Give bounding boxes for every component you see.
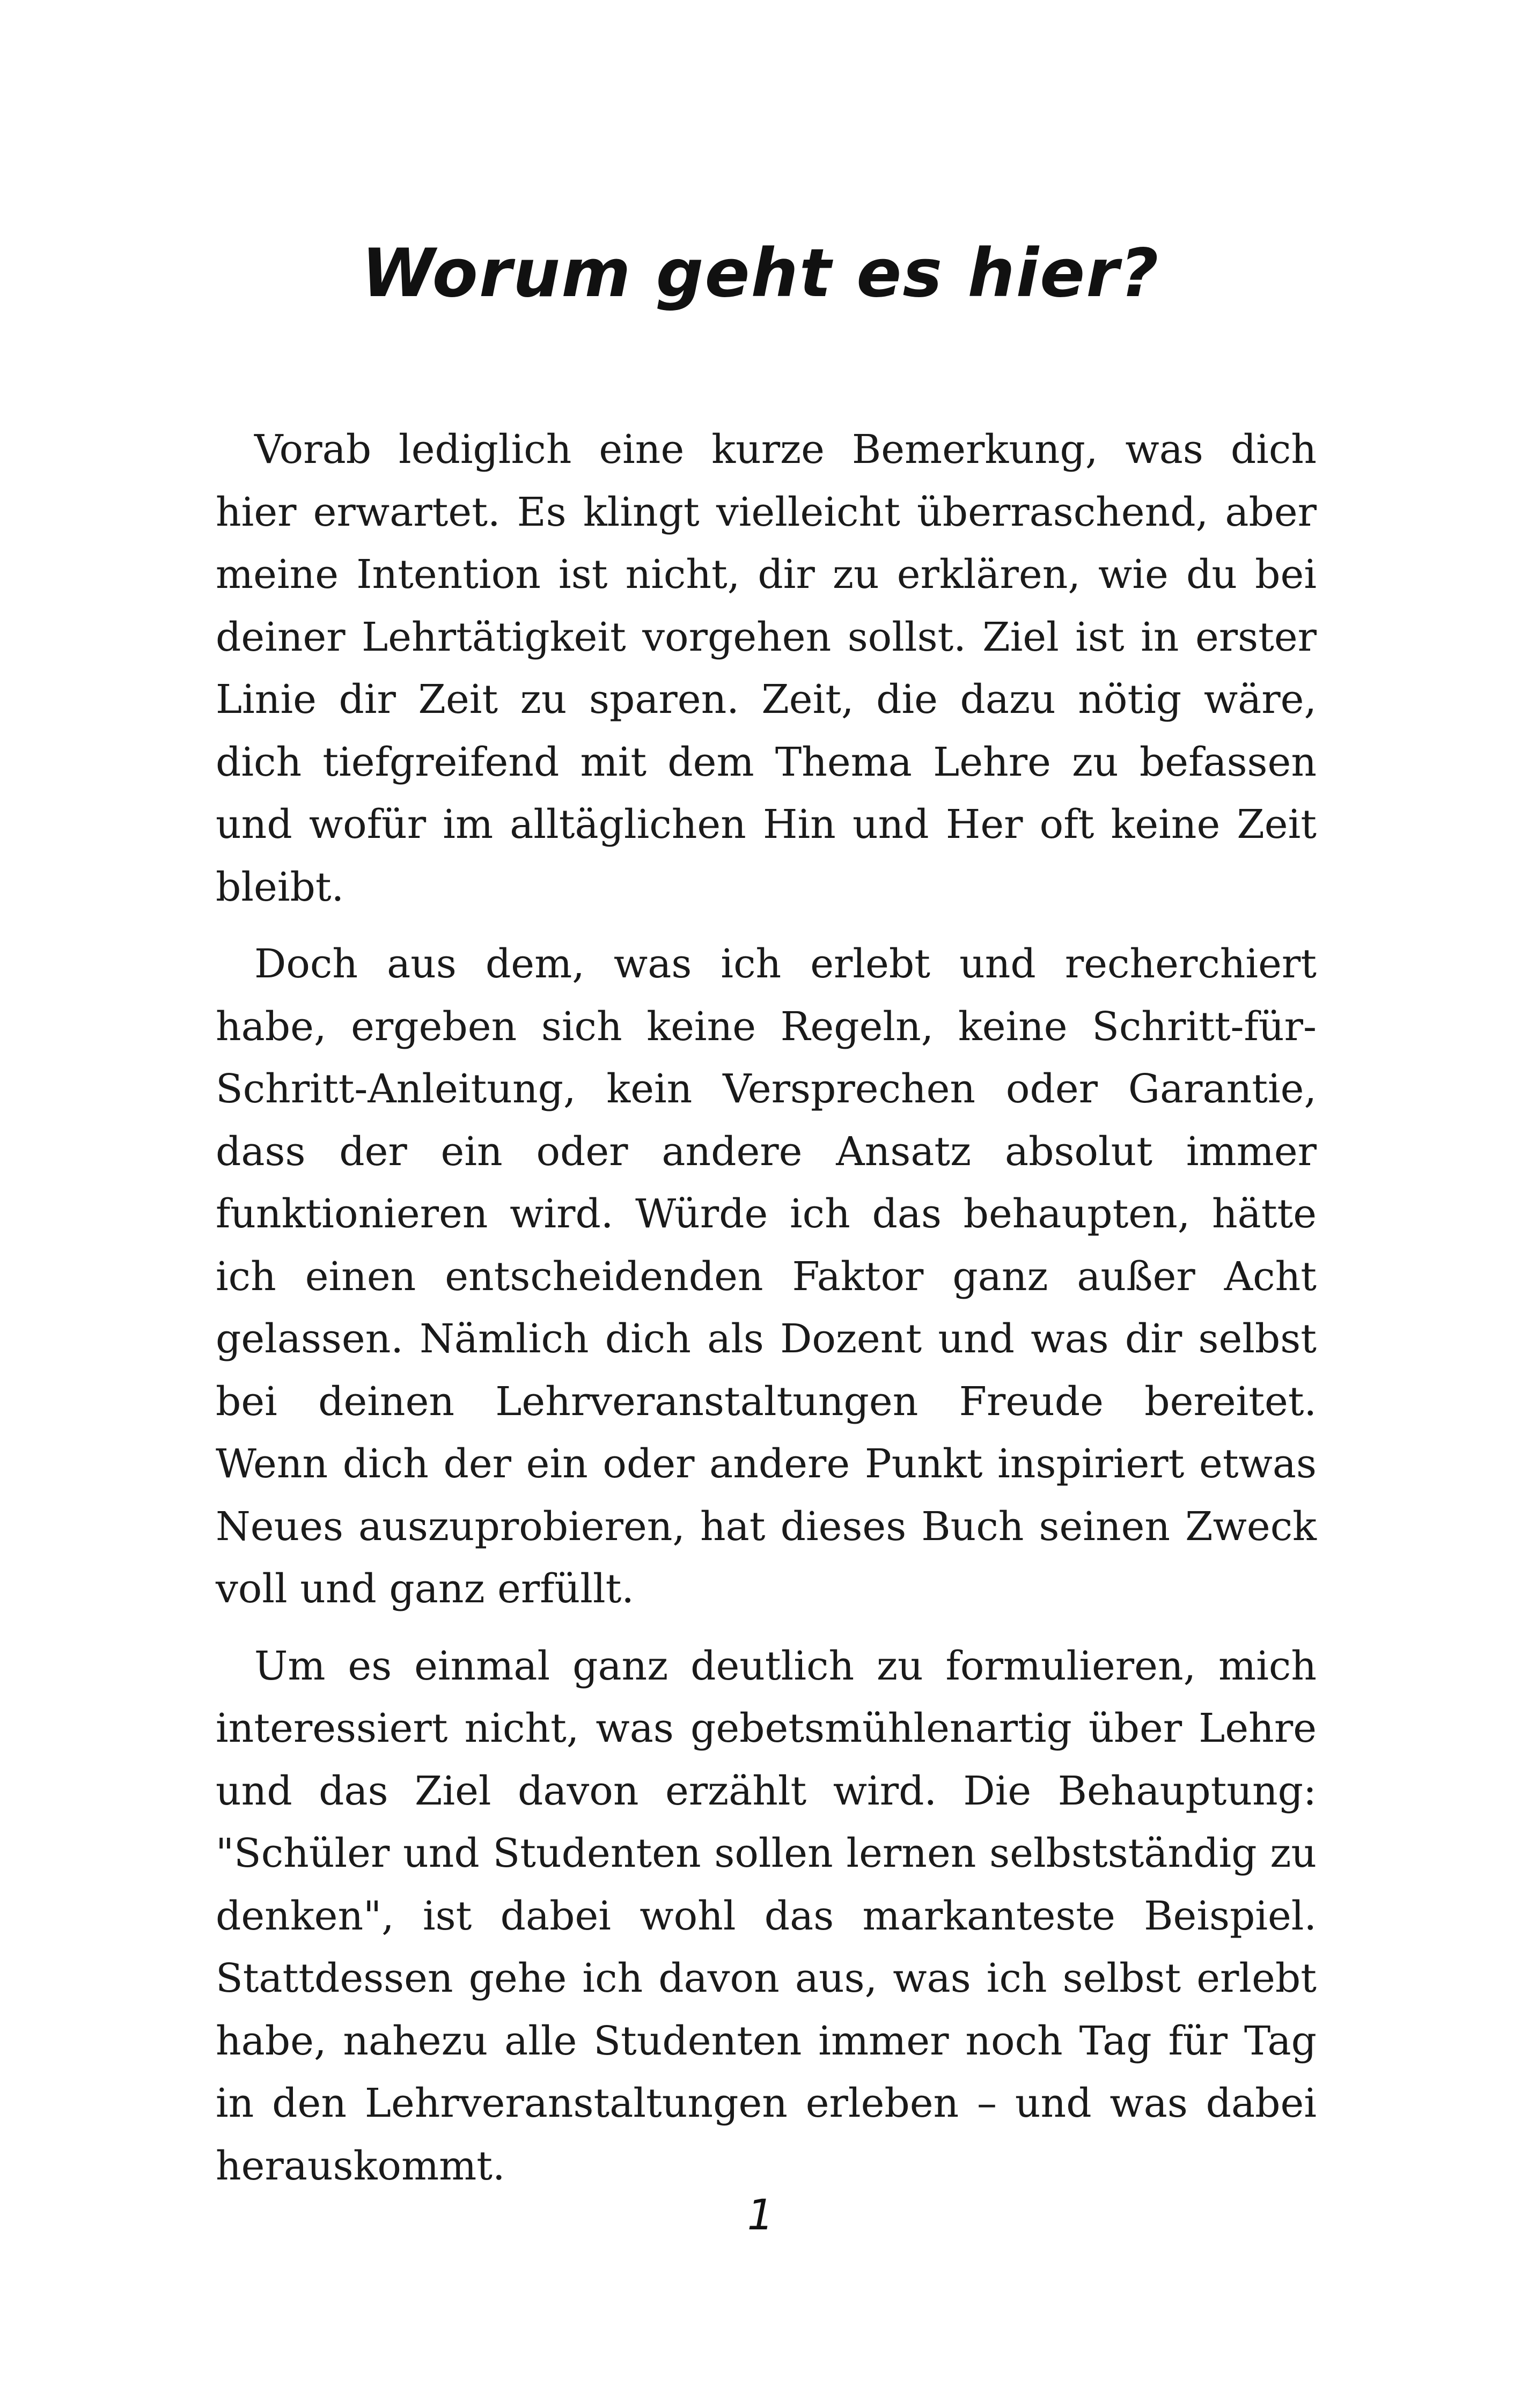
chapter-title: Worum geht es hier? xyxy=(361,235,1160,312)
page-number: 1 xyxy=(747,2191,774,2240)
paragraph-intro: Vorab lediglich eine kurze Bemerkung, was dich hier erwartet. Es klingt vielleicht überraschend, aber meine Intention ist nicht, dir zu erklären, wie du bei deiner Lehrtätigkeit vorgehen sollst. Ziel ist in erster Linie dir Zeit zu sparen. Zeit, die dazu nötig wäre, dich tiefgreifend mit dem Thema Lehre zu befassen und wofür im alltäglichen Hin und Her oft keine Zeit bleibt. xyxy=(216,426,1317,910)
paragraph-no-rules: Doch aus dem, was ich erlebt und recherchiert habe, ergeben sich keine Regeln, keine Schritt-für-Schritt-Anleitung, kein Versprechen oder Garantie, dass der ein oder andere Ansatz absolut immer funktionieren wird. Würde ich das behaupten, hätte ich einen entscheidenden Faktor ganz außer Acht gelassen. Nämlich dich als Dozent und was dir selbst bei deinen Lehrveranstaltungen Freude bereitet. Wenn dich der ein oder andere Punkt inspiriert etwas Neues auszuprobieren, hat dieses Buch seinen Zweck voll und ganz erfüllt. xyxy=(216,941,1317,1612)
paragraph-focus: Um es einmal ganz deutlich zu formulieren, mich interessiert nicht, was gebetsmühlenartig über Lehre und das Ziel davon erzählt wird. Die Behauptung: "Schüler und Studenten sollen lernen selbstständig zu denken", ist dabei wohl das markanteste Beispiel. Stattdessen gehe ich davon aus, was ich selbst erlebt habe, nahezu alle Studenten immer noch Tag für Tag in den Lehrveranstaltungen erleben – und was dabei herauskommt. xyxy=(216,1643,1317,2189)
chapter-body xyxy=(216,418,1317,2212)
